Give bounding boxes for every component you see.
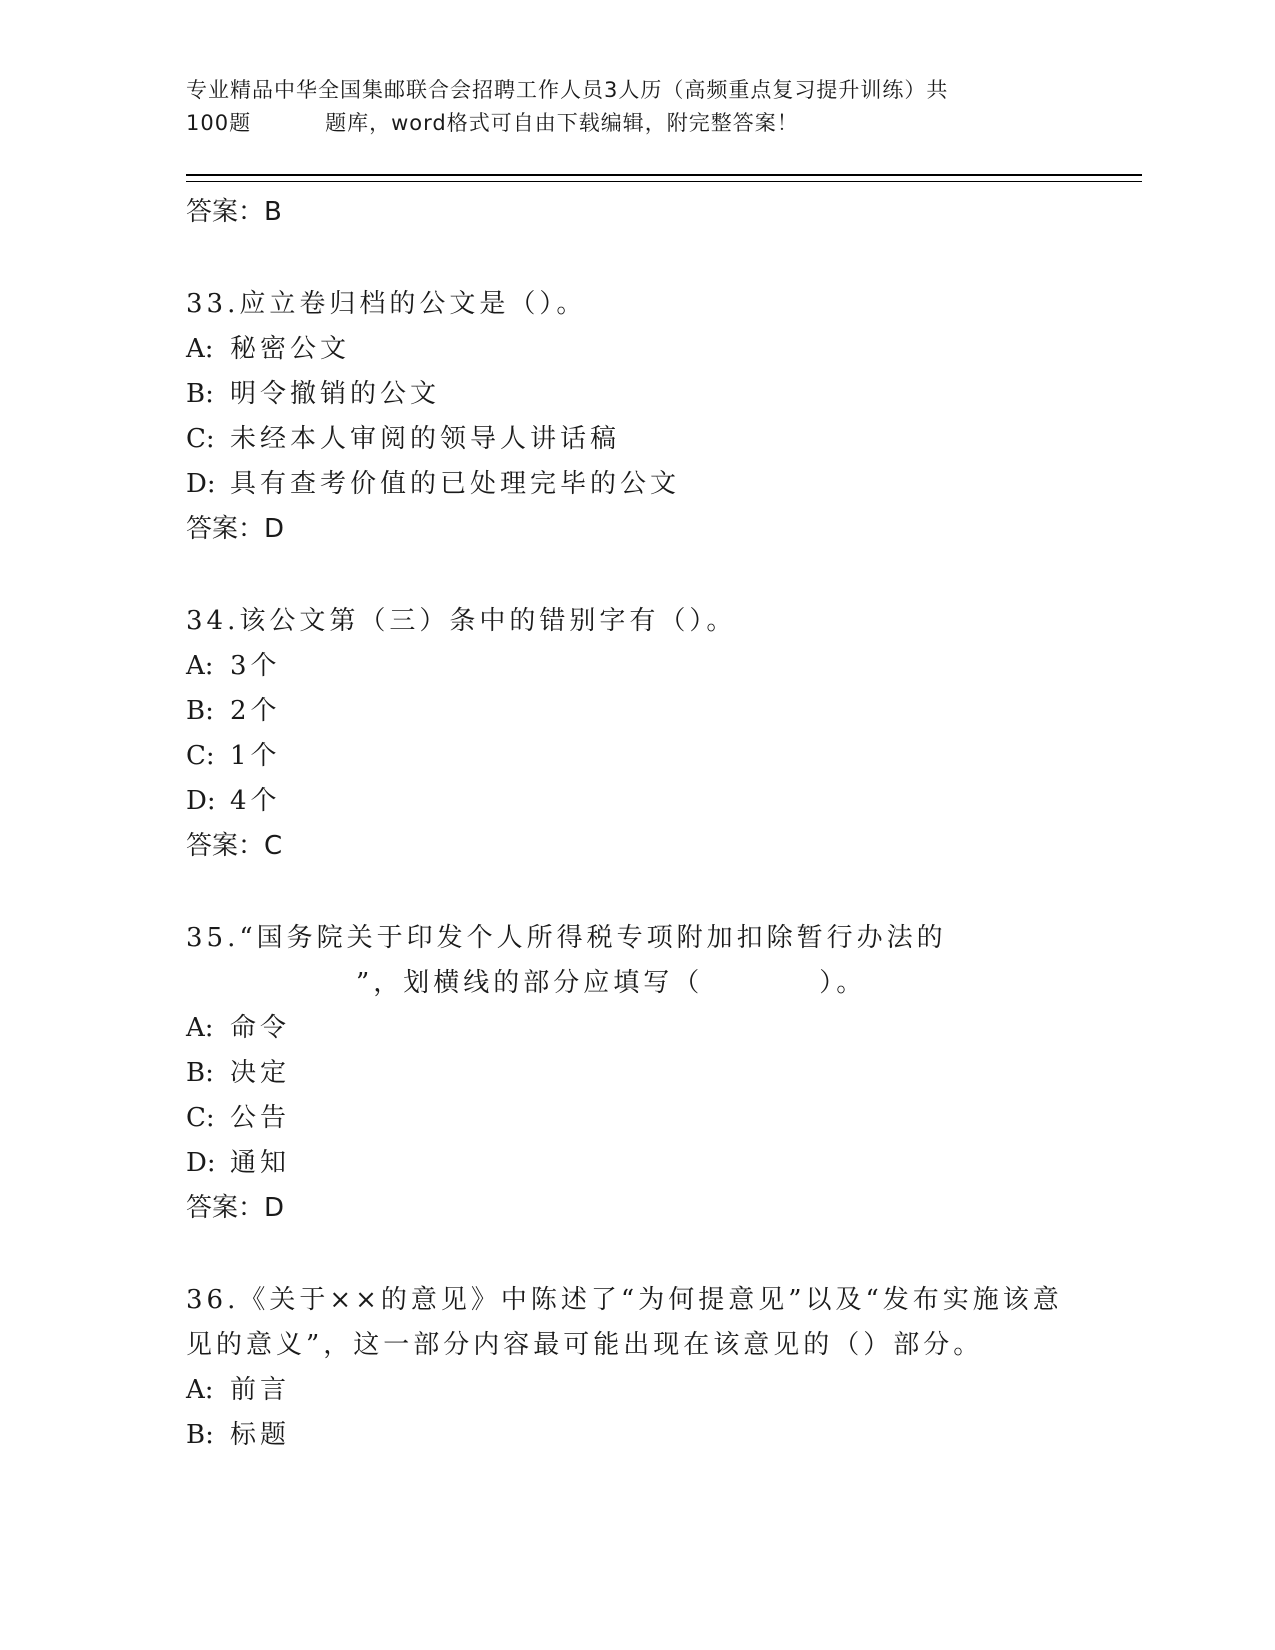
option-b bbox=[186, 1413, 1136, 1458]
option-text: 公告 bbox=[230, 1103, 291, 1133]
option-c bbox=[186, 417, 1136, 462]
header-title-line-2 bbox=[186, 107, 1086, 140]
question-stem: 33.应立卷归档的公文是（）。 bbox=[186, 289, 587, 319]
option-text: 秘密公文 bbox=[230, 334, 351, 364]
answer-line bbox=[186, 824, 1136, 868]
option-label: B: bbox=[186, 1058, 214, 1088]
option-label: A: bbox=[186, 651, 214, 681]
question-stem-continued bbox=[186, 961, 1136, 1006]
question-stem-part: ）。 bbox=[819, 968, 867, 998]
option-text: 通知 bbox=[230, 1148, 291, 1178]
option-a bbox=[186, 1368, 1136, 1413]
option-b bbox=[186, 689, 1136, 734]
option-label: D: bbox=[186, 786, 216, 816]
question-35 bbox=[186, 916, 1136, 1230]
option-text: 具有查考价值的已处理完毕的公文 bbox=[230, 469, 681, 499]
answer-label: 答案： bbox=[186, 197, 265, 227]
option-text: 未经本人审阅的领导人讲话稿 bbox=[230, 424, 621, 454]
answer-line bbox=[186, 507, 1136, 551]
option-text: 决定 bbox=[230, 1058, 291, 1088]
option-a bbox=[186, 327, 1136, 372]
option-label: D: bbox=[186, 469, 216, 499]
option-label: B: bbox=[186, 379, 214, 409]
answer-value: B bbox=[264, 197, 282, 227]
answer-value: D bbox=[264, 1193, 285, 1223]
answer-label: 答案： bbox=[186, 514, 265, 544]
option-label: C: bbox=[186, 1103, 215, 1133]
option-c bbox=[186, 734, 1136, 779]
option-text: 2个 bbox=[230, 696, 281, 726]
option-text: 前言 bbox=[230, 1375, 291, 1405]
header-description: 题库，word格式可自由下载编辑，附完整答案！ bbox=[325, 111, 799, 135]
option-label: A: bbox=[186, 334, 214, 364]
option-label: B: bbox=[186, 1420, 214, 1450]
answer-value: C bbox=[264, 831, 283, 861]
answer-label: 答案： bbox=[186, 831, 265, 861]
option-d bbox=[186, 462, 1136, 507]
question-34 bbox=[186, 599, 1136, 868]
option-label: B: bbox=[186, 696, 214, 726]
question-stem: 34.该公文第（三）条中的错别字有（）。 bbox=[186, 606, 737, 636]
option-text: 1个 bbox=[230, 741, 281, 771]
answer-line bbox=[186, 190, 1136, 234]
option-text: 3个 bbox=[230, 651, 281, 681]
option-a bbox=[186, 1006, 1136, 1051]
question-list bbox=[186, 190, 1136, 1458]
option-label: D: bbox=[186, 1148, 216, 1178]
header-divider-thin bbox=[186, 181, 1142, 182]
option-c bbox=[186, 1096, 1136, 1141]
answer-label: 答案： bbox=[186, 1193, 265, 1223]
answer-value: D bbox=[264, 514, 285, 544]
option-text: 命令 bbox=[230, 1013, 291, 1043]
question-stem-part: ”，划横线的部分应填写（ bbox=[356, 968, 704, 998]
option-text: 4个 bbox=[230, 786, 281, 816]
question-stem: 36.《关于××的意见》中陈述了“为何提意见”以及“发布实施该意 bbox=[186, 1285, 1063, 1315]
question-stem: 35.“国务院关于印发个人所得税专项附加扣除暂行办法的 bbox=[186, 923, 947, 953]
option-label: C: bbox=[186, 741, 215, 771]
option-d bbox=[186, 779, 1136, 824]
question-36 bbox=[186, 1278, 1136, 1458]
header-question-count: 100题 bbox=[186, 111, 252, 135]
header-divider-thick bbox=[186, 174, 1142, 176]
answer-line bbox=[186, 1186, 1136, 1230]
option-a bbox=[186, 644, 1136, 689]
header-title-line-1: 专业精品中华全国集邮联合会招聘工作人员3人历（高频重点复习提升训练）共 bbox=[186, 78, 949, 102]
question-stem-continued: 见的意义”，这一部分内容最可能出现在该意见的（）部分。 bbox=[186, 1330, 984, 1360]
option-d bbox=[186, 1141, 1136, 1186]
option-label: C: bbox=[186, 424, 215, 454]
document-header bbox=[186, 74, 1086, 140]
option-b bbox=[186, 1051, 1136, 1096]
option-text: 标题 bbox=[230, 1420, 291, 1450]
option-label: A: bbox=[186, 1013, 214, 1043]
option-text: 明令撤销的公文 bbox=[230, 379, 441, 409]
option-label: A: bbox=[186, 1375, 214, 1405]
question-33 bbox=[186, 282, 1136, 551]
option-b bbox=[186, 372, 1136, 417]
